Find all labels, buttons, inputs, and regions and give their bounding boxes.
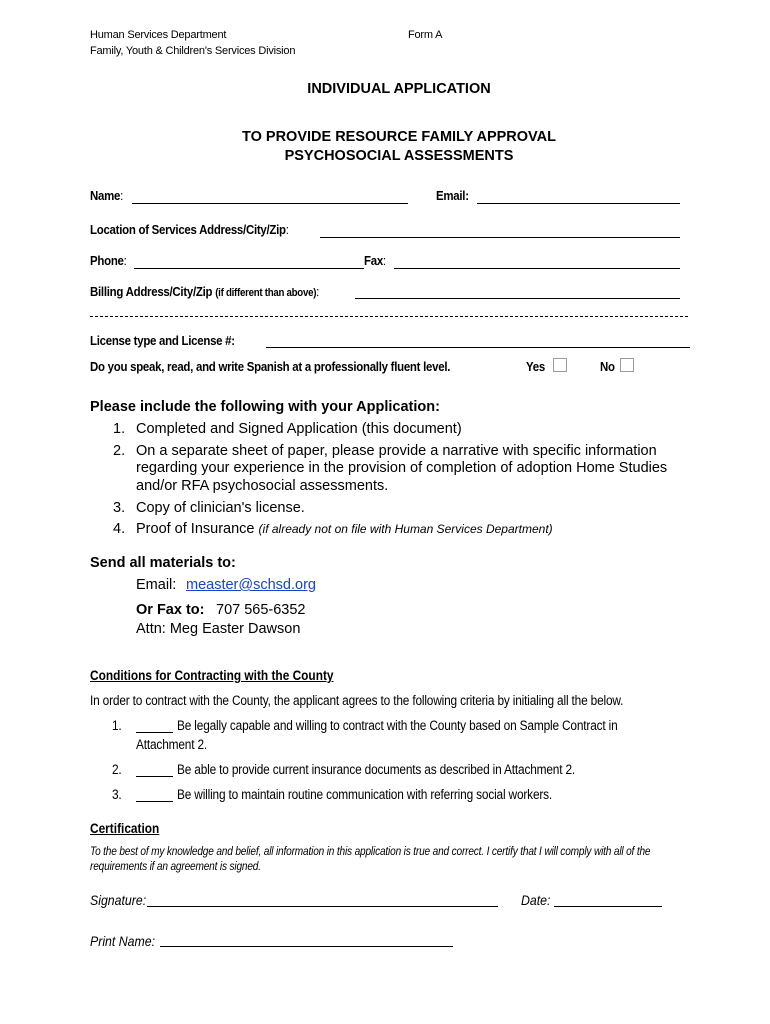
billing-label: Billing Address/City/Zip (if different than above): (90, 284, 320, 299)
send-heading: Send all materials to: (90, 555, 236, 571)
condition-3-line1: Be willing to maintain routine communication with referring social workers. (177, 787, 553, 802)
conditions-intro: In order to contract with the County, the applicant agrees to the following criteria by initialing all the below. (90, 693, 624, 708)
send-email-label: Email: (136, 577, 177, 593)
page-subtitle-line2: PSYCHOSOCIAL ASSESSMENTS (284, 148, 514, 164)
fax-field[interactable] (394, 268, 680, 269)
email-field[interactable] (477, 203, 680, 204)
billing-field[interactable] (355, 298, 680, 299)
no-checkbox[interactable] (620, 358, 634, 372)
page-subtitle-line1: TO PROVIDE RESOURCE FAMILY APPROVAL (242, 129, 556, 145)
condition-1-line1: Be legally capable and willing to contract with the County based on Sample Contract in (177, 718, 618, 733)
condition-3-initial-field[interactable] (136, 801, 173, 802)
location-label: Location of Services Address/City/Zip: (90, 222, 289, 237)
fax-label: Fax: (364, 253, 386, 268)
signature-field[interactable] (147, 906, 498, 907)
license-label: License type and License #: (90, 333, 235, 348)
include-item-4: Proof of Insurance (if already not on file with Human Services Department) (136, 521, 553, 537)
form-label: Form A (408, 29, 443, 41)
send-email-link[interactable]: measter@schsd.org (186, 577, 316, 593)
section-divider (90, 316, 688, 317)
include-item-1-number: 1. (113, 421, 126, 437)
division-name: Family, Youth & Children's Services Division (90, 45, 296, 57)
certification-heading: Certification (90, 821, 160, 836)
conditions-heading: Conditions for Contracting with the County (90, 668, 334, 683)
phone-label: Phone: (90, 253, 127, 268)
include-heading: Please include the following with your Application: (90, 399, 440, 415)
license-field[interactable] (266, 347, 690, 348)
page-title: INDIVIDUAL APPLICATION (307, 81, 491, 97)
include-item-2-line2: regarding your experience in the provision of completion of adoption Home Studies (136, 460, 668, 476)
include-item-3-number: 3. (113, 500, 126, 516)
name-label: Name: (90, 188, 124, 203)
date-field[interactable] (554, 906, 662, 907)
include-item-2-line1: On a separate sheet of paper, please provide a narrative with specific information (136, 443, 657, 459)
condition-1-initial-field[interactable] (136, 732, 173, 733)
condition-3-number: 3. (112, 787, 122, 802)
yes-checkbox[interactable] (553, 358, 567, 372)
condition-2-line1: Be able to provide current insurance documents as described in Attachment 2. (177, 762, 576, 777)
include-item-2-line3: and/or RFA psychosocial assessments. (136, 478, 389, 494)
include-item-1: Completed and Signed Application (this document) (136, 421, 462, 437)
condition-2-number: 2. (112, 762, 122, 777)
phone-field[interactable] (134, 268, 364, 269)
include-item-4-number: 4. (113, 521, 126, 537)
yes-label: Yes (526, 359, 545, 374)
include-item-3: Copy of clinician's license. (136, 500, 305, 516)
condition-1-number: 1. (112, 718, 122, 733)
send-fax-number: 707 565-6352 (216, 602, 306, 618)
location-field[interactable] (320, 237, 680, 238)
name-field[interactable] (132, 203, 408, 204)
condition-2-initial-field[interactable] (136, 776, 173, 777)
condition-1-line2: Attachment 2. (136, 737, 208, 752)
include-item-2-number: 2. (113, 443, 126, 459)
print-name-field[interactable] (160, 946, 453, 947)
signature-label: Signature: (90, 892, 147, 908)
billing-note: (if different than above) (215, 287, 317, 299)
spanish-question: Do you speak, read, and write Spanish at a professionally fluent level. (90, 359, 451, 374)
date-label: Date: (521, 892, 551, 908)
print-name-label: Print Name: (90, 933, 156, 949)
email-label: Email: (436, 188, 469, 203)
department-name: Human Services Department (90, 29, 227, 41)
send-fax-label: Or Fax to: (136, 602, 205, 618)
certification-text-line1: To the best of my knowledge and belief, all information in this application is true and correct. I certify that I will comply with all of the (90, 846, 651, 858)
include-item-4-note: (if already not on file with Human Services Department) (258, 522, 553, 536)
no-label: No (600, 359, 615, 374)
certification-text-line2: requirements if an agreement is signed. (90, 861, 261, 873)
send-attn: Attn: Meg Easter Dawson (136, 621, 301, 637)
